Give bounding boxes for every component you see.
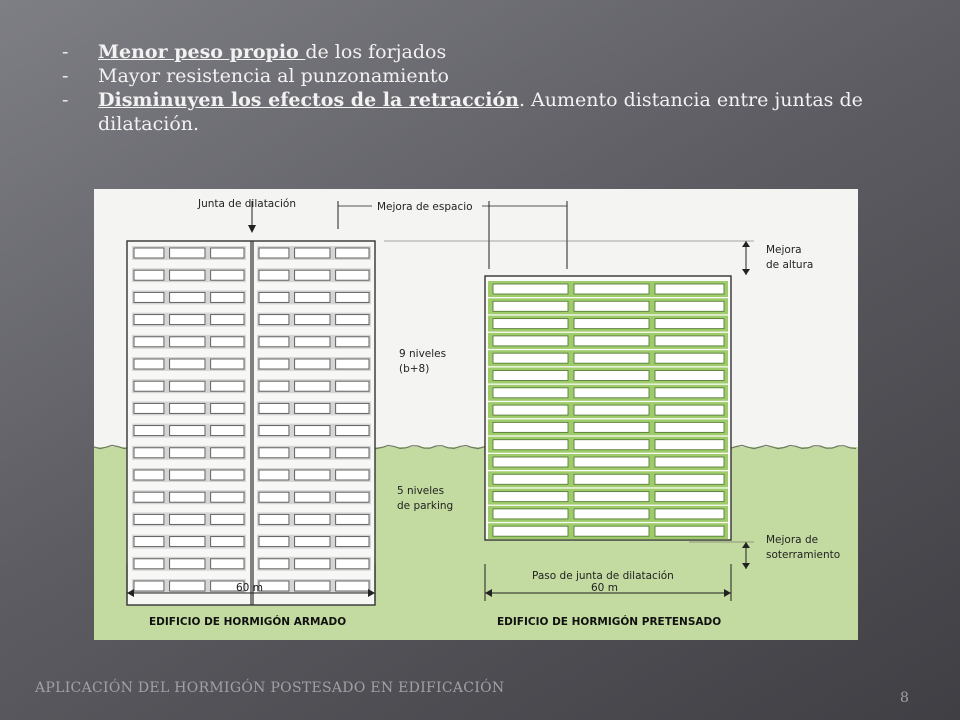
slab-cell [259,537,289,547]
slab-cell [336,581,369,591]
bullet-list [62,40,892,136]
slab-cell [574,388,649,398]
slab-cell [259,337,289,347]
slab-cell [336,359,369,369]
slab-cell [336,315,369,325]
slab-cell [211,426,244,436]
slab-cell [134,270,164,280]
slab-cell [655,405,724,415]
slab-cell [493,336,568,346]
slab-cell [655,474,724,484]
slab-cell [295,248,330,258]
slab-cell [493,492,568,502]
slab-cell [295,315,330,325]
slab-cell [295,537,330,547]
slab-cell [295,581,330,591]
slab-cell [295,514,330,524]
slab-cell [259,448,289,458]
left-caption: EDIFICIO DE HORMIGÓN ARMADO [149,616,347,628]
slab-cell [574,422,649,432]
slab-cell [134,248,164,258]
parking-label-2: de parking [397,500,454,512]
slab-cell [259,559,289,569]
slab-cell [574,371,649,381]
slab-cell [134,315,164,325]
slab-cell [259,270,289,280]
slab-cell [574,284,649,294]
slab-cell [493,388,568,398]
slab-cell [134,470,164,480]
slab-cell [655,388,724,398]
slab-cell [211,514,244,524]
slab-cell [574,319,649,329]
right-slabs [488,281,728,539]
slab-cell [134,581,164,591]
slab-cell [655,284,724,294]
slab-cell [134,514,164,524]
slab-cell [295,492,330,502]
slab-cell [134,426,164,436]
slab-cell [259,381,289,391]
slab-cell [211,315,244,325]
slab-cell [574,353,649,363]
slab-cell [170,292,205,302]
slab-cell [493,526,568,536]
slab-cell [574,509,649,519]
slab-cell [259,426,289,436]
slab-cell [134,359,164,369]
slab-cell [170,426,205,436]
slab-cell [336,403,369,413]
slab-cell [211,270,244,280]
slab-cell [655,509,724,519]
slab-cell [574,336,649,346]
slab-cell [295,270,330,280]
slab-cell [493,440,568,450]
slab-cell [170,381,205,391]
slab-cell [655,319,724,329]
bullet-rest: . Aumento distancia entre juntas de dilatación. [98,89,863,135]
slab-cell [295,359,330,369]
footer-title: APLICACIÓN DEL HORMIGÓN POSTESADO EN EDIFICACIÓN [35,680,505,696]
slab-cell [295,559,330,569]
slab-cell [336,270,369,280]
slab-cell [655,371,724,381]
page-number: 8 [900,690,909,706]
bullet-text [98,88,892,136]
bullet-rest: Mayor resistencia al punzonamiento [98,65,449,87]
slab-cell [574,526,649,536]
slab-cell [493,422,568,432]
slab-cell [259,292,289,302]
bullet-item [62,64,892,88]
slab-cell [336,248,369,258]
slab-cell [259,248,289,258]
slab-cell [211,448,244,458]
slab-cell [170,448,205,458]
slab-cell [170,559,205,569]
slab-cell [493,353,568,363]
slab-cell [336,492,369,502]
slab-cell [336,381,369,391]
slab-cell [655,492,724,502]
slab-cell [170,315,205,325]
left-dim-label: 60 m [236,582,263,594]
slab-cell [336,514,369,524]
slab-cell [170,359,205,369]
bullet-emphasis: Disminuyen los efectos de la retracción [98,89,519,111]
slab-cell [574,492,649,502]
bullet-dash: - [62,89,69,111]
slab-cell [574,301,649,311]
slab-cell [336,470,369,480]
slab-cell [170,492,205,502]
altura-arrow [742,241,750,247]
slab-cell [655,440,724,450]
bullet-rest: de los forjados [305,41,447,63]
bullet-dash: - [62,41,69,63]
altura-label-2: de altura [766,259,814,271]
slab-cell [295,426,330,436]
bullet-dash: - [62,65,69,87]
slab-cell [574,457,649,467]
slab-cell [170,581,205,591]
slab-cell [574,440,649,450]
parking-label-1: 5 niveles [397,485,445,497]
slab-cell [493,457,568,467]
slab-cell [336,448,369,458]
slab-cell [655,301,724,311]
slab-cell [134,292,164,302]
slab-cell [295,292,330,302]
niveles-label-2: (b+8) [399,363,430,375]
slab-cell [211,381,244,391]
slab-cell [259,492,289,502]
slab-cell [295,470,330,480]
slab-cell [493,319,568,329]
slab-cell [134,448,164,458]
slab-cell [134,537,164,547]
niveles-label-1: 9 niveles [399,348,447,360]
slab-cell [336,537,369,547]
slab-cell [493,509,568,519]
slab-cell [493,301,568,311]
slab-cell [170,470,205,480]
slab-cell [170,270,205,280]
bullet-item [62,40,892,64]
slab-cell [211,248,244,258]
slab-cell [170,248,205,258]
slab-cell [493,474,568,484]
slab-cell [295,448,330,458]
slab-cell [211,359,244,369]
slab-cell [211,537,244,547]
slab-cell [170,337,205,347]
slab-cell [574,405,649,415]
slab-cell [336,292,369,302]
slab-cell [170,514,205,524]
bullet-text [98,64,892,88]
slab-cell [295,381,330,391]
junta-arrow-head [248,225,256,233]
slab-cell [170,537,205,547]
slab-cell [211,470,244,480]
slab-cell [574,474,649,484]
slab-cell [655,457,724,467]
slab-cell [655,422,724,432]
altura-arrow [742,269,750,275]
bullet-emphasis: Menor peso propio [98,41,306,63]
slab-cell [259,315,289,325]
slab-cell [336,426,369,436]
slab-cell [211,292,244,302]
right-caption: EDIFICIO DE HORMIGÓN PRETENSADO [497,616,722,628]
slab-cell [259,359,289,369]
slab-cell [134,492,164,502]
slab-cell [211,492,244,502]
slab-cell [259,403,289,413]
slab-cell [655,526,724,536]
paso-junta-label: Paso de junta de dilatación [532,570,674,582]
soterramiento-label-2: soterramiento [766,549,841,561]
junta-label: Junta de dilatación [198,198,297,210]
slab-cell [134,337,164,347]
right-dim-label: 60 m [591,582,618,594]
slab-cell [295,403,330,413]
slab-cell [655,336,724,346]
slab-cell [655,353,724,363]
slab-cell [211,337,244,347]
slab-cell [493,371,568,381]
bullet-text [98,40,892,64]
slab-cell [295,337,330,347]
slab-cell [336,337,369,347]
bullet-item [62,88,892,136]
slab-cell [336,559,369,569]
altura-label-1: Mejora [766,244,802,256]
slab-cell [211,403,244,413]
slab-cell [493,405,568,415]
slab-cell [493,284,568,294]
building-comparison-figure [94,189,858,640]
slab-cell [259,514,289,524]
slab-cell [134,403,164,413]
slab-cell [259,470,289,480]
comparison-diagram [94,189,858,640]
slab-cell [134,559,164,569]
soterramiento-label-1: Mejora de [766,534,819,546]
espacio-label: Mejora de espacio [377,201,473,213]
slab-cell [134,381,164,391]
slab-cell [211,559,244,569]
slab-cell [170,403,205,413]
slab-cell [259,581,289,591]
